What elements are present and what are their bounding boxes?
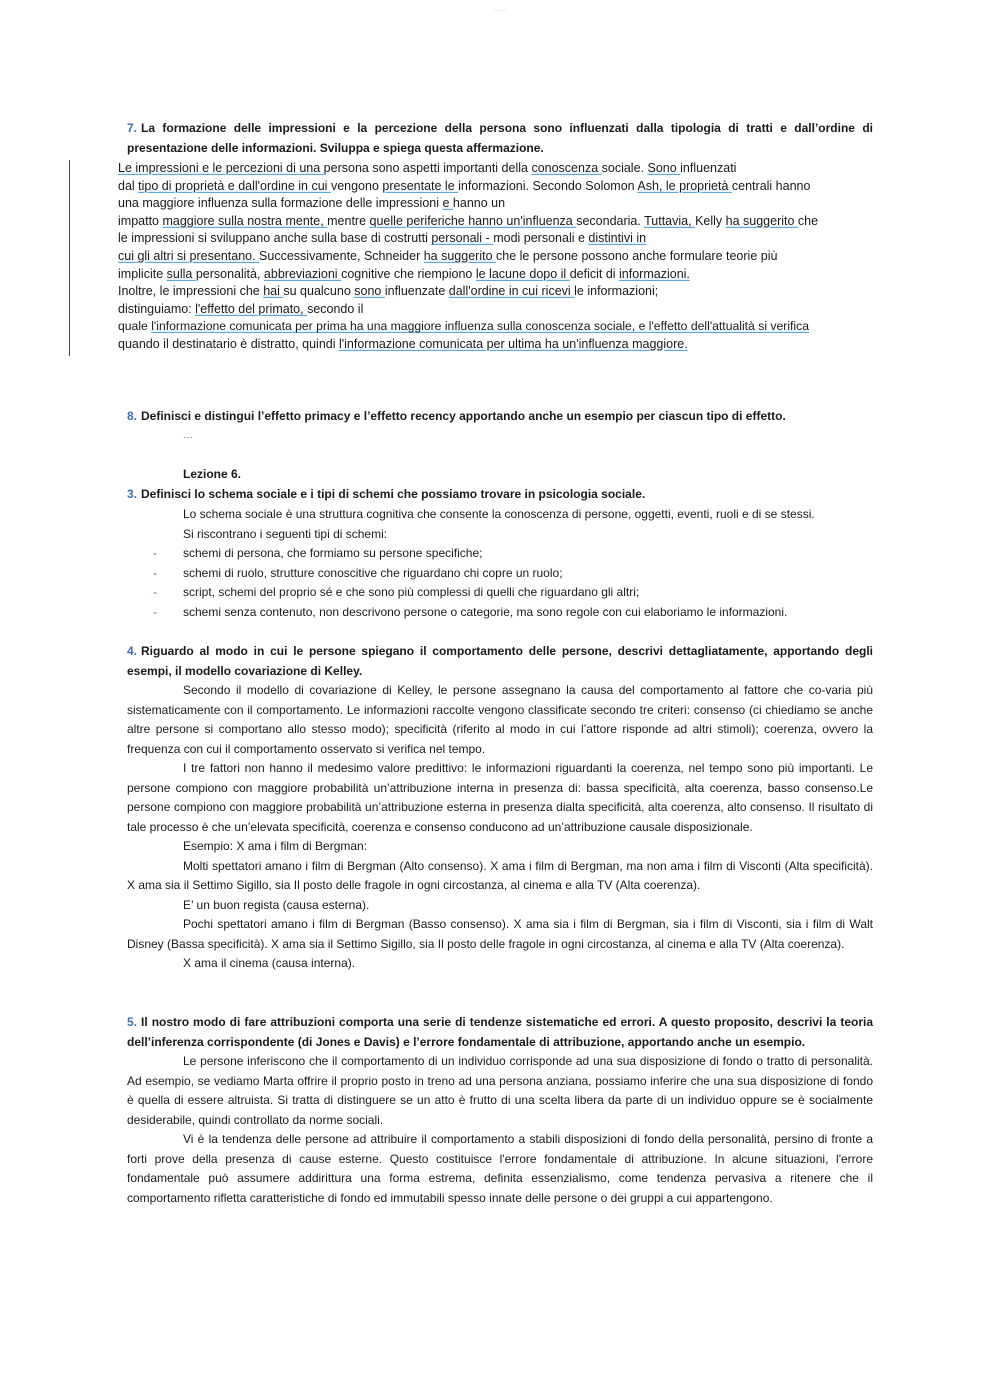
answer-line (118, 213, 878, 231)
list-item-text: schemi di persona, che formiamo su persone specifiche; (183, 546, 483, 560)
question-number: 5. (127, 1015, 138, 1029)
highlighted-text[interactable]: sulla (166, 266, 196, 281)
highlighted-text[interactable]: abbreviazioni (263, 266, 342, 281)
answer-4 (127, 681, 873, 974)
highlighted-text[interactable]: l'informazione comunicata per prima ha una maggiore influenza sulla conoscenza sociale, e l'effetto dell'attualità si verifica (151, 319, 810, 334)
highlighted-text[interactable]: presentate le (382, 178, 459, 193)
list-item (153, 583, 873, 603)
question-5 (127, 1013, 873, 1052)
text-span: che le persone possono anche formulare teorie più (496, 248, 778, 263)
highlighted-text[interactable]: cui gli altri si presentano. (118, 248, 260, 263)
highlighted-text[interactable]: ha suggerito (423, 248, 496, 263)
list-item (153, 603, 873, 623)
paragraph: Esempio: X ama i film di Bergman: (183, 839, 368, 853)
highlighted-text[interactable]: dall'ordine in cui ricevi (448, 284, 575, 299)
highlighted-text[interactable]: tipo di proprietà e dall'ordine in cui (138, 178, 331, 193)
lesson-heading: Lezione 6. (183, 467, 242, 481)
highlighted-text[interactable]: distintivi in (588, 231, 647, 246)
answer-line (118, 301, 878, 319)
answer-line (118, 283, 878, 301)
highlighted-text[interactable]: quelle periferiche hanno un'influenza (369, 213, 577, 228)
answer-line (118, 160, 878, 178)
text-span: personalità, (195, 266, 264, 281)
text-span: quando il destinatario è distratto, quindi (118, 336, 339, 351)
list-item (153, 544, 873, 564)
list-item-text: script, schemi del proprio sé e che sono più complessi di quelli che riguardano gli altri; (183, 585, 640, 599)
paragraph: Vi è la tendenza delle persone ad attribuire il comportamento a stabili disposizioni di fondo della personalità, persino di fronte a forti prove della presenza di cause esterne. Questo costituisce l'errore fondamentale di attribuzione. In alcune situazioni, l'errore fondamentale può assumere addirittura una forma estrema, definita essenzialismo, come tendenza pervasiva a ritenere che il comportamento rifletta caratteristiche di fondo ed immutabili spesso innate delle persone o dei gruppi a cui appartengono. (127, 1132, 873, 1205)
answer-8-placeholder: … (183, 430, 193, 441)
question-number: 7. (127, 121, 138, 135)
text-span: modi personali e (493, 231, 589, 246)
answer-line (118, 178, 878, 196)
bullet-dash: - (153, 604, 157, 619)
question-number: 4. (127, 644, 138, 658)
text-span: impatto (118, 213, 163, 228)
list-item-text: schemi senza contenuto, non descrivono persone o categorie, ma sono regole con cui elaboriamo le informazioni. (183, 604, 788, 619)
question-number: 8. (127, 409, 138, 423)
highlighted-text[interactable]: l'informazione comunicata per ultima ha un'influenza maggiore. (338, 336, 688, 351)
text-span: hanno un (452, 196, 506, 211)
highlighted-text[interactable]: Sono (647, 161, 681, 175)
highlighted-text[interactable]: conoscenza (531, 161, 602, 175)
question-number: 3. (127, 487, 138, 501)
paragraph: Secondo il modello di covariazione di Kelley, le persone assegnano la causa del comportamento al fattore che co-varia più sistematicamente con il comportamento. Le informazioni raccolte vengono classificate secondo tre criteri: consenso (ci chiediamo se anche altre persone si comportano allo stesso modo); specificità (riferito al modo in cui l’attore risponde ad altri stimoli); coerenza, ovvero la frequenza con cui il comportamento osservato si verifica nel tempo. (127, 683, 873, 756)
change-bar (69, 160, 70, 356)
schema-list (153, 544, 873, 622)
text-span: distinguiamo: (118, 301, 196, 316)
highlighted-text[interactable]: Le impressioni e le percezioni di una (118, 161, 324, 175)
paragraph: X ama il cinema (causa interna). (183, 956, 356, 970)
list-item (153, 564, 873, 584)
question-3 (127, 485, 873, 505)
text-span: sociale. (601, 161, 648, 175)
text-span: cognitive che riempiono (341, 266, 476, 281)
answer-5 (127, 1052, 873, 1208)
answer-line (118, 195, 878, 213)
highlighted-text[interactable]: le lacune dopo il (475, 266, 570, 281)
text-span: influenzate (384, 284, 449, 299)
question-text: Definisci e distingui l’effetto primacy e l’effetto recency apportando anche un esempio per ciascun tipo di effetto. (141, 409, 786, 423)
highlighted-text[interactable]: hai (263, 284, 284, 299)
highlighted-text[interactable]: l'effetto del primato, (195, 301, 308, 316)
paragraph: Pochi spettatori amano i film di Bergman (Basso consenso). X ama sia i film di Bergman, sia i film di Visconti, sia i film di Walt Disney (Bassa specificità). X ama sia il Settimo Sigillo, sia Il posto delle fragole in ogni circostanza, al cinema e alla TV (Alta coerenza). (127, 917, 873, 951)
paragraph: Si riscontrano i seguenti tipi di schemi: (183, 526, 388, 541)
question-text: La formazione delle impressioni e la percezione della persona sono influenzati dalla tipologia di tratti e dall’ordine di presentazione delle informazioni. Sviluppa e spiega questa affermazione. (127, 121, 873, 155)
answer-line (118, 230, 878, 248)
answer-line (118, 336, 878, 354)
question-text: Definisci lo schema sociale e i tipi di schemi che possiamo trovare in psicologia sociale. (141, 487, 646, 501)
bullet-dash: - (153, 585, 157, 599)
text-span: Successivamente, Schneider (259, 248, 424, 263)
highlighted-text[interactable]: ha suggerito (725, 213, 798, 228)
paragraph: I tre fattori non hanno il medesimo valore predittivo: le informazioni riguardanti la coerenza, nel tempo sono più importanti. Le persone compiono con maggiore probabilità un’attribuzione interna in presenza di: bassa specificità, alta coerenza, basso consenso.Le persone compiono con maggiore probabilità un’attribuzione esterna in presenza dialta specificità, alta coerenza, alto consenso. Il risultato di tale processo è che un’elevata specificità, coerenza e consenso conducono ad un’attribuzione causale disposizionale. (127, 761, 873, 834)
paragraph: Molti spettatori amano i film di Bergman (Alto consenso). X ama i film di Bergman, ma non ama i film di Visconti (Alta specificità). X ama sia il Settimo Sigillo, sia Il posto delle fragole in ogni circostanza, al cinema e alla TV (Alta coerenza). (127, 858, 873, 892)
text-span: Inoltre, le impressioni che (118, 284, 264, 299)
text-span: una maggiore influenza sulla formazione delle impressioni (118, 196, 443, 211)
text-span: secondaria. (576, 213, 645, 228)
question-7 (127, 119, 873, 158)
highlighted-text[interactable]: e (442, 196, 453, 211)
question-text: Riguardo al modo in cui le persone spiegano il comportamento delle persone, descrivi dettagliatamente, apportando degli esempi, il modello covariazione di Kelley. (127, 644, 873, 678)
text-span: dal (118, 178, 139, 193)
text-span: influenzati (680, 161, 737, 175)
question-text: Il nostro modo di fare attribuzioni comporta una serie di tendenze sistematiche ed errori. A questo proposito, descrivi la teoria dell’inferenza corrispondente (di Jones e Davis) e l’errore fondamentale di attribuzione, apportando anche un esempio. (127, 1015, 873, 1049)
paragraph: Lo schema sociale è una struttura cognitiva che consente la conoscenza di persone, oggetti, eventi, ruoli e di se stessi. (183, 507, 815, 521)
text-span: secondo il (307, 301, 364, 316)
answer-line (118, 266, 878, 284)
text-span: Kelly (695, 213, 726, 228)
text-span: deficit di (569, 266, 620, 281)
bullet-dash: - (153, 546, 157, 560)
text-span: quale (118, 319, 152, 334)
paragraph: Le persone inferiscono che il comportamento di un individuo corrisponde ad una sua disposizione di fondo o tratto di personalità. Ad esempio, se vediamo Marta offrire il proprio posto in treno ad una persona anziana, possiamo inferire che una sua disposizione di fondo è quella di essere altruista. Si tratta di distinguere se un atto è frutto di una scelta libera da parte di un individuo oppure se è socialmente desiderabile, quindi controllato da norme sociali. (127, 1054, 873, 1127)
highlighted-text[interactable]: informazioni. (619, 266, 690, 281)
answer-line (118, 318, 878, 336)
answer-3-intro (183, 505, 873, 544)
question-8 (127, 407, 873, 427)
answer-line (118, 248, 878, 266)
highlighted-text[interactable]: sono (354, 284, 385, 299)
text-span: le impressioni si sviluppano anche sulla base di costrutti (118, 231, 432, 246)
highlighted-text[interactable]: Tuttavia, (644, 213, 696, 228)
text-span: su qualcuno (283, 284, 355, 299)
text-span: implicite (118, 266, 167, 281)
text-span: informazioni. Secondo Solomon (458, 178, 638, 193)
text-span: persona sono aspetti importanti della (323, 161, 532, 175)
paragraph: E’ un buon regista (causa esterna). (183, 897, 370, 912)
highlighted-text[interactable]: maggiore sulla nostra mente, (162, 213, 328, 228)
text-span: centrali hanno (731, 178, 811, 193)
text-span: le informazioni; (574, 284, 659, 299)
text-span: vengono (330, 178, 383, 193)
question-4 (127, 642, 873, 681)
text-span: che (797, 213, 819, 228)
highlighted-text[interactable]: personali - (431, 231, 494, 246)
text-span: mentre (327, 213, 370, 228)
list-item-text: schemi di ruolo, strutture conoscitive che riguardano chi copre un ruolo; (183, 565, 563, 580)
bullet-dash: - (153, 565, 157, 580)
answer-7 (118, 160, 878, 354)
highlighted-text[interactable]: Ash, le proprietà (637, 178, 732, 193)
header-mark: ~ ~ ~ ~ ~ (493, 8, 507, 12)
